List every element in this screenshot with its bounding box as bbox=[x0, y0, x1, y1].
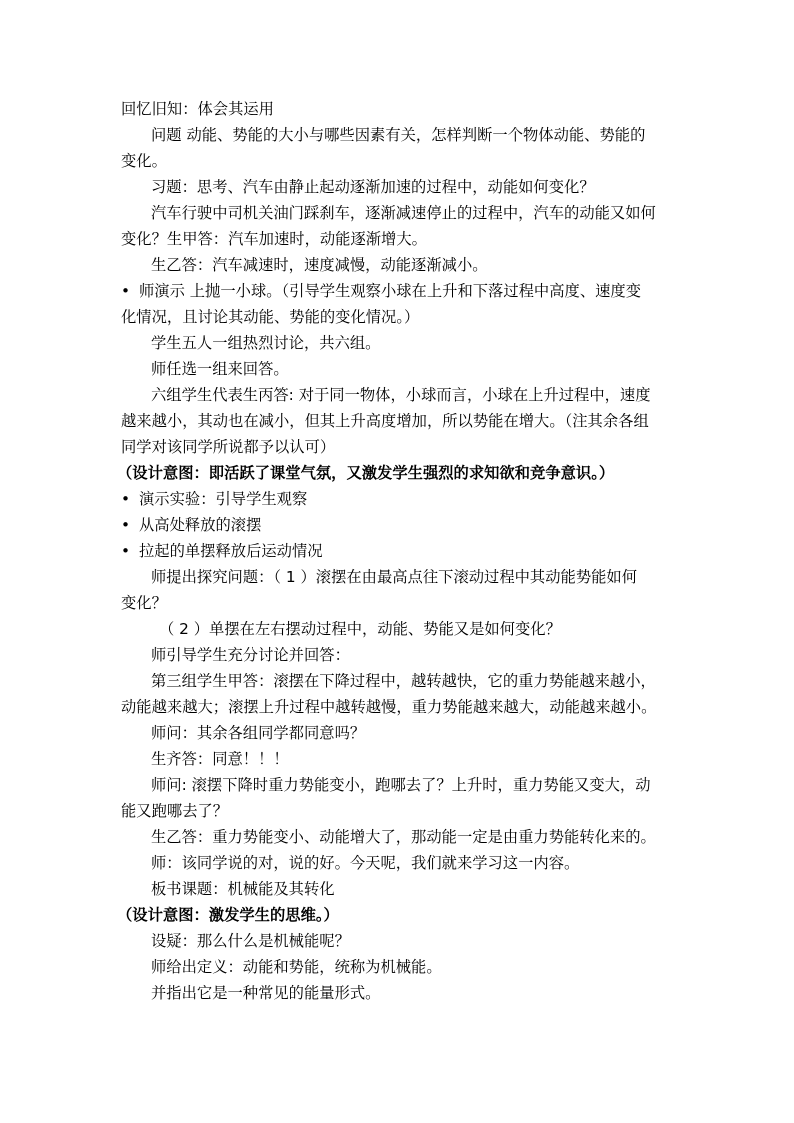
paragraph-line: 动能越来越大；滚摆上升过程中越转越慢，重力势能越来越大，动能越来越小。 bbox=[121, 698, 657, 716]
bullet-text: 师演示 上抛一小球。（引导学生观察小球在上升和下落过程中高度、速度变 bbox=[139, 282, 642, 300]
bullet-item bbox=[121, 278, 677, 304]
paragraph-line: 六组学生代表生丙答: 对于同一物体，小球而言，小球在上升过程中，速度 bbox=[151, 386, 651, 404]
bullet-item bbox=[121, 538, 677, 564]
paragraph-line: 师提出探究问题：（ 1 ）滚摆在由最高点往下滚动过程中其动能势能如何 bbox=[151, 568, 638, 586]
paragraph-line: 生乙答：汽车减速时，速度减慢，动能逐渐减小。 bbox=[151, 256, 488, 274]
paragraph-line: 能又跑哪去了？ bbox=[121, 802, 229, 820]
paragraph-line: 师问：其余各组同学都同意吗？ bbox=[151, 724, 366, 742]
bullet-item bbox=[121, 486, 677, 512]
paragraph-line: 汽车行驶中司机关油门踩刹车，逐渐减速停止的过程中，汽车的动能又如何 bbox=[151, 204, 656, 222]
paragraph-line: 师给出定义：动能和势能，统称为机械能。 bbox=[151, 958, 442, 976]
paragraph-line: 师：该同学说的对，说的好。今天呢，我们就来学习这一内容。 bbox=[151, 854, 580, 872]
bullet-icon: • bbox=[121, 490, 131, 508]
paragraph-line: 第三组学生甲答：滚摆在下降过程中，越转越快，它的重力势能越来越小， bbox=[151, 672, 656, 690]
paragraph-line: 回忆旧知：体会其运用 bbox=[121, 100, 274, 118]
paragraph-line: 师引导学生充分讨论并回答： bbox=[151, 646, 350, 664]
design-intent-note: （设计意图：即活跃了课堂气氛，又激发学生强烈的求知欲和竞争意识。） bbox=[117, 464, 615, 482]
paragraph-line: 变化？ bbox=[121, 594, 167, 612]
bullet-text: 拉起的单摆释放后运动情况 bbox=[139, 542, 323, 560]
paragraph-line: 习题：思考、汽车由静止起动逐渐加速的过程中，动能如何变化？ bbox=[151, 178, 595, 196]
paragraph-line: 变化。 bbox=[121, 152, 167, 170]
paragraph-line: 设疑：那么什么是机械能呢？ bbox=[151, 932, 350, 950]
bullet-icon: • bbox=[121, 542, 131, 560]
paragraph-line: 学生五人一组热烈讨论，共六组。 bbox=[151, 334, 381, 352]
paragraph-line: 师问: 滚摆下降时重力势能变小，跑哪去了？上升时，重力势能又变大，动 bbox=[151, 776, 651, 794]
paragraph-line: 同学对该同学所说都予以认可） bbox=[121, 438, 336, 456]
paragraph-line: 板书课题：机械能及其转化 bbox=[151, 880, 335, 898]
paragraph-line: （ 2 ）单摆在左右摆动过程中，动能、势能又是如何变化？ bbox=[159, 620, 561, 638]
bullet-text: 演示实验：引导学生观察 bbox=[139, 490, 308, 508]
paragraph-line: 师任选一组来回答。 bbox=[151, 360, 289, 378]
paragraph-line: 问题 动能、势能的大小与哪些因素有关，怎样判断一个物体动能、势能的 bbox=[151, 126, 646, 144]
document-body bbox=[117, 96, 677, 1006]
bullet-item bbox=[121, 512, 677, 538]
paragraph-line: 并指出它是一种常见的能量形式。 bbox=[151, 984, 381, 1002]
paragraph-line: 生乙答：重力势能变小、动能增大了，那动能一定是由重力势能转化来的。 bbox=[151, 828, 656, 846]
paragraph-line: 生齐答：同意！！！ bbox=[151, 750, 289, 768]
paragraph-line: 变化？生甲答：汽车加速时，动能逐渐增大。 bbox=[121, 230, 427, 248]
bullet-text: 从高处释放的滚摆 bbox=[139, 516, 262, 534]
paragraph-line: 化情况，且讨论其动能、势能的变化情况。） bbox=[121, 308, 420, 326]
bullet-icon: • bbox=[121, 282, 131, 300]
bullet-icon: • bbox=[121, 516, 131, 534]
design-intent-note: （设计意图：激发学生的思维。） bbox=[117, 906, 339, 924]
paragraph-line: 越来越小，其动也在减小，但其上升高度增加，所以势能在增大。（注其余各组 bbox=[121, 412, 649, 430]
